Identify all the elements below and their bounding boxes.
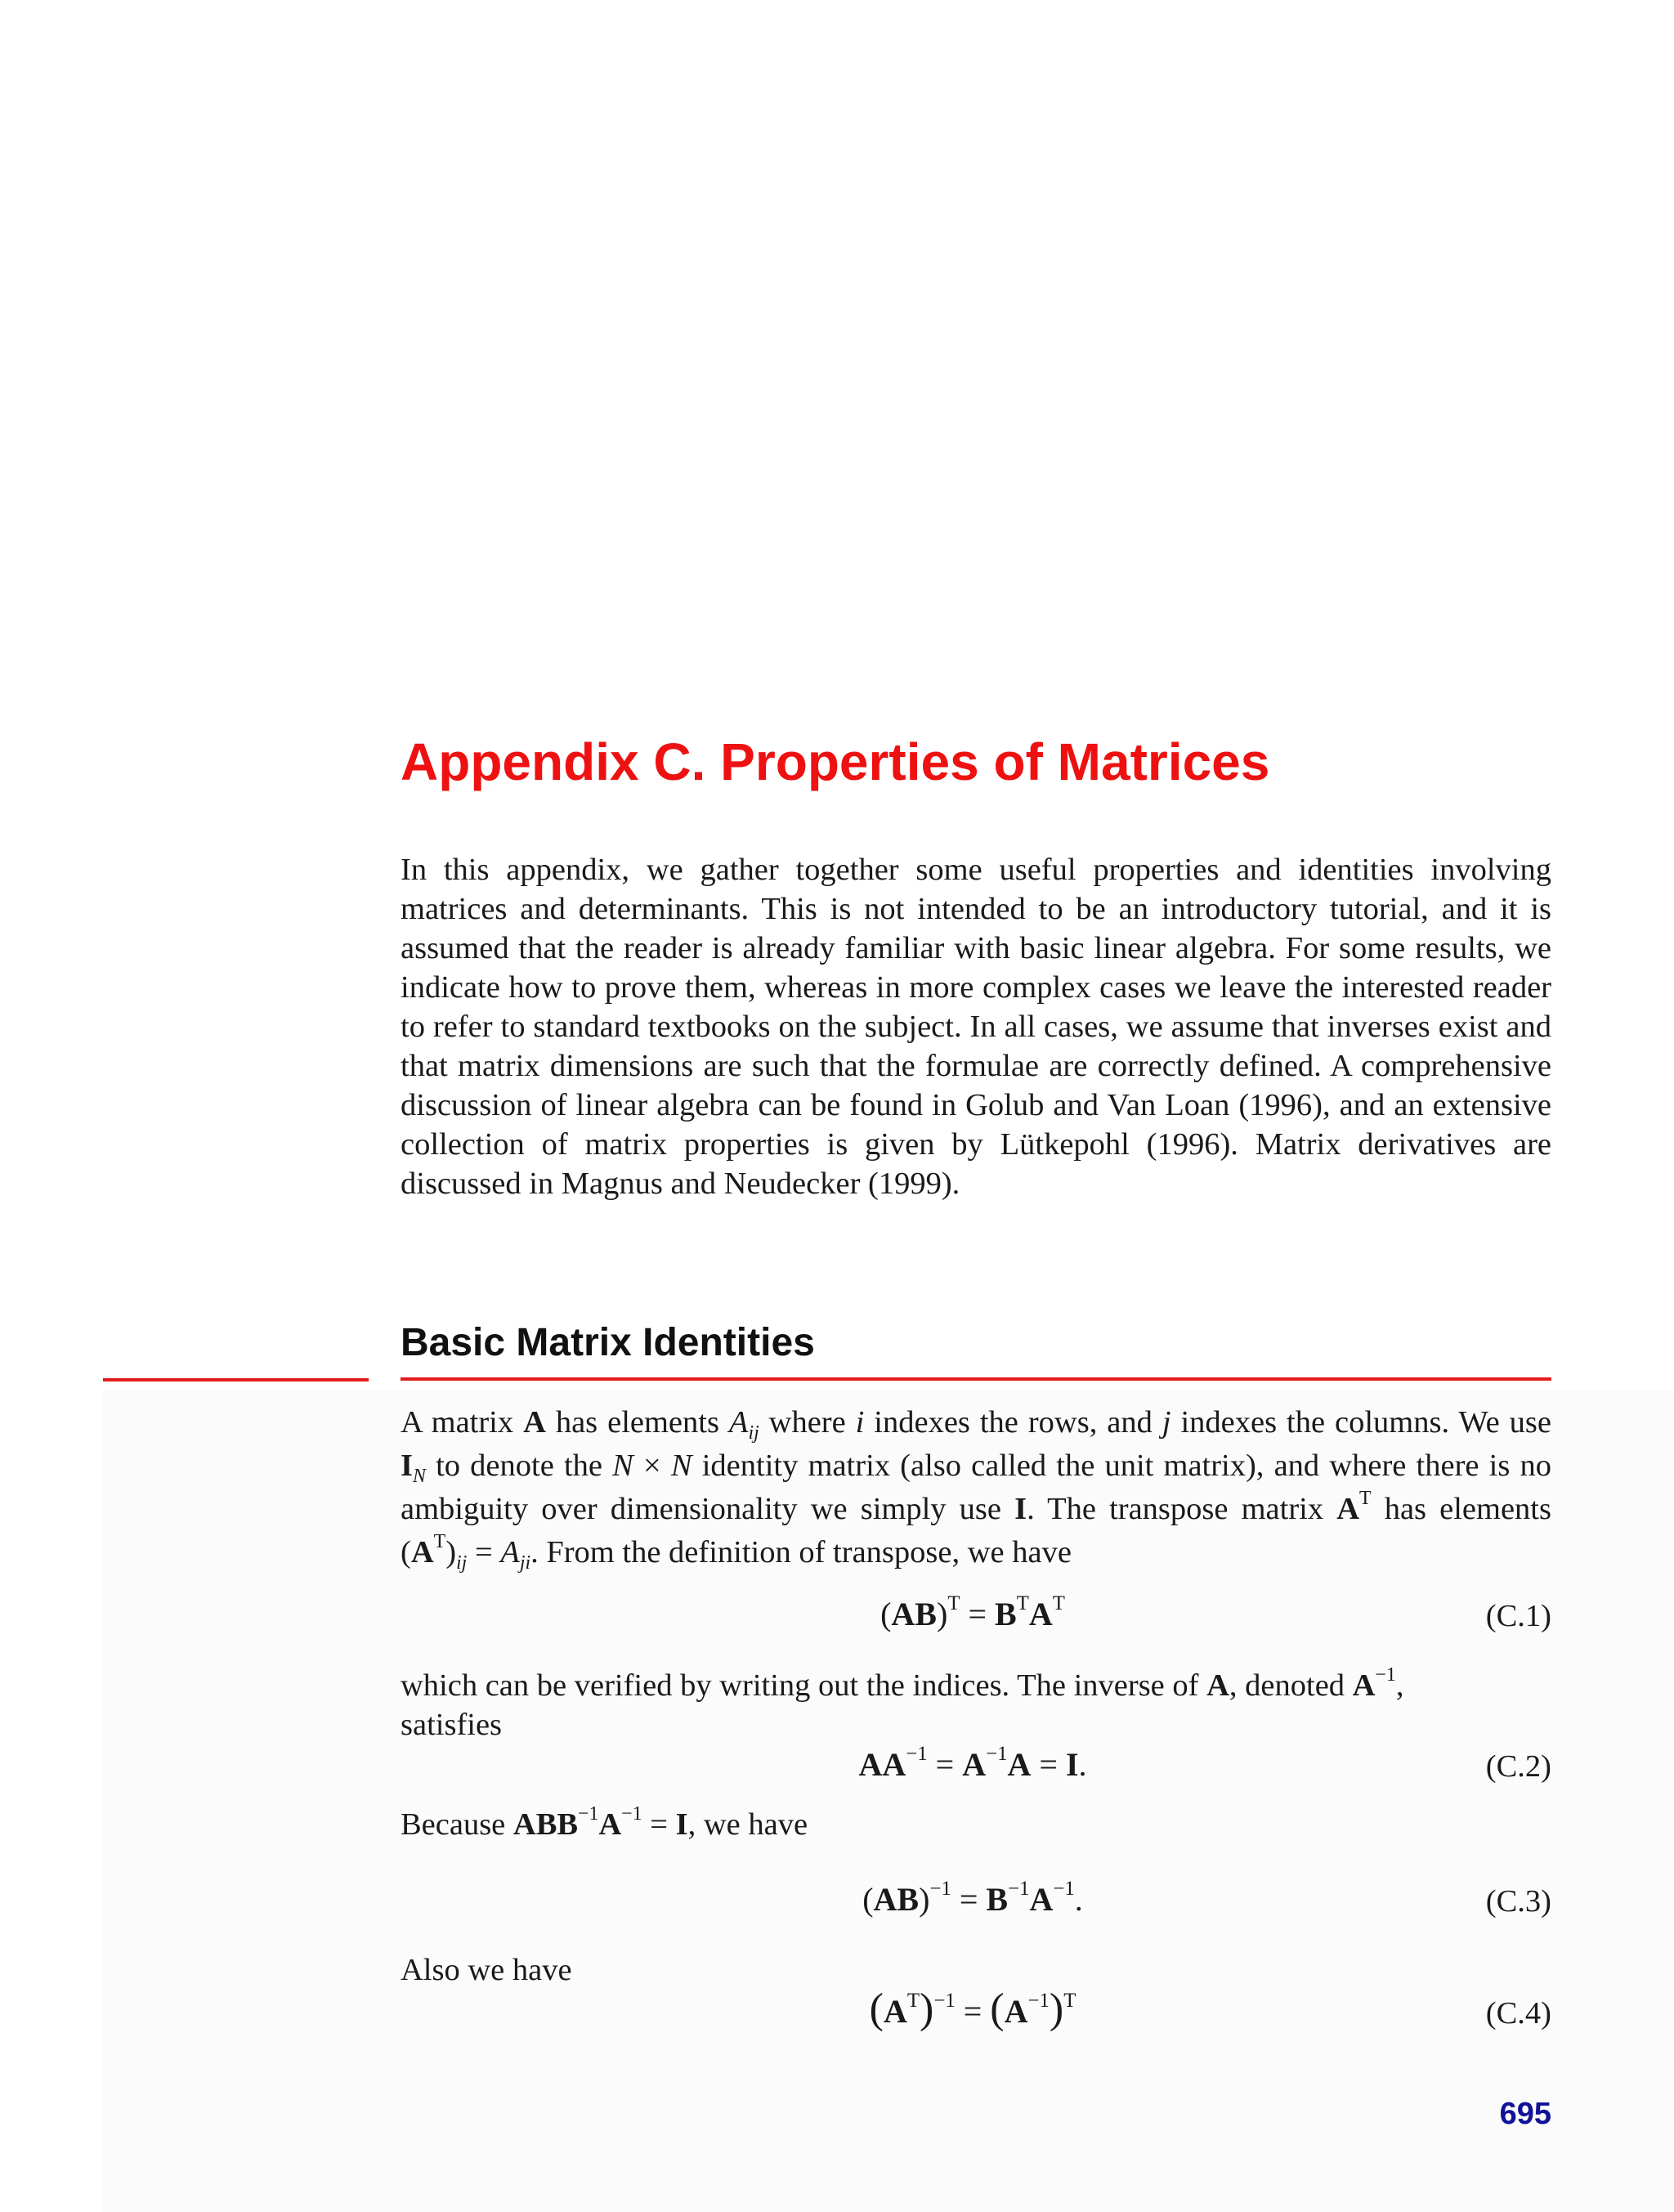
- because-sentence: Because $ABB^{-1}A^{-1} = I$, we have: [401, 1803, 808, 1842]
- equation-c1: $(AB)^T = B^TA^T$: [880, 1592, 1065, 1632]
- equation-c2: $AA^{-1} = A^{-1}A = I$.: [858, 1743, 1087, 1783]
- chapter-title: Appendix C. Properties of Matrices: [401, 732, 1270, 791]
- also-text: Also we have: [401, 1953, 572, 1987]
- equation-number-c4: (C.4): [1485, 1996, 1551, 2031]
- intro-paragraph: In this appendix, we gather together some useful properties and identities involving matrices and determinants. This is not intended to be an introductory tutorial, and it is assumed that the reader is already familiar with basic linear algebra. For some results, we indicate how to prove them, whereas in more complex cases we leave the interested reader to refer to standard textbooks on the subject. In all cases, we assume that inverses exist and that matrix dimensions are such that the formulae are correctly defined. A comprehensive discussion of linear algebra can be found in Golub and Van Loan (1996), and an extensive collection of matrix properties is given by Lütkepohl (1996). Matrix derivatives are discussed in Magnus and Neudecker (1999).: [401, 853, 1551, 1201]
- equation-c3: $(AB)^{-1} = B^{-1}A^{-1}$.: [862, 1878, 1083, 1918]
- satisfies-text: satisfies: [401, 1708, 503, 1742]
- equation-number-c1: (C.1): [1485, 1599, 1551, 1633]
- section-title: Basic Matrix Identities: [401, 1321, 815, 1364]
- matrix-definition-paragraph: A matrix A has elements $A_{ij}$ where i indexes the rows, and j indexes the columns. We use $I_N$ to denote the N × N identity matrix (also called the unit matrix), and where there is no ambiguity over dimensionality we simply use I. The transpose matrix $A^T$ has elements $(A^T)_{ij} = A_{ji}$. From the definition of transpose, we have: [401, 1405, 1551, 1574]
- inverse-sentence: which can be verified by writing out the indices. The inverse of A, denoted $A^{-1}$,: [401, 1664, 1404, 1703]
- equation-c4: $(A^T)^{-1} = (A^{-1})^T$: [869, 1986, 1076, 2032]
- section-rule: [401, 1377, 1551, 1381]
- equation-number-c2: (C.2): [1485, 1749, 1551, 1784]
- page-number: 695: [1499, 2097, 1551, 2131]
- equation-number-c3: (C.3): [1485, 1884, 1551, 1919]
- section-rule-margin: [103, 1378, 369, 1381]
